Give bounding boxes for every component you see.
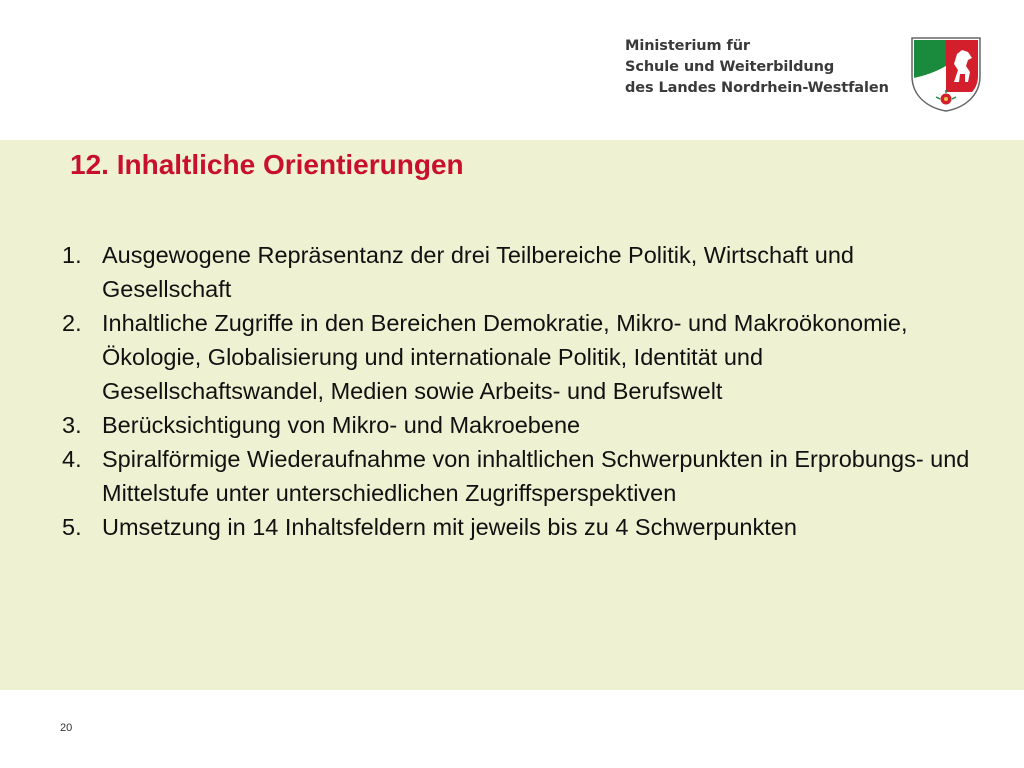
page-number: 20 [60, 722, 73, 734]
ministry-line: Schule und Weiterbildung [625, 59, 835, 75]
slide-header [0, 0, 1024, 140]
topic-list [62, 238, 972, 544]
nrw-coat-of-arms-icon [910, 36, 982, 112]
ministry-line: Ministerium für [625, 38, 750, 54]
list-item-number: 5. [62, 514, 82, 540]
list-item-number: 2. [62, 310, 82, 336]
list-item-text: Berücksichtigung von Mikro- und Makroebene [102, 412, 581, 438]
list-item-text: Inhaltliche Zugriffe in den Bereichen Demokratie, Mikro- und Makroökonomie, Ökologie, Globalisierung und internationale Politik, Identität und Gesellschaftswandel, Medien sowie Arbeits- und Berufswelt [102, 310, 908, 404]
list-item-text: Ausgewogene Repräsentanz der drei Teilbereiche Politik, Wirtschaft und Gesellschaft [102, 242, 854, 302]
list-item-text: Umsetzung in 14 Inhaltsfeldern mit jeweils bis zu 4 Schwerpunkten [102, 514, 797, 540]
slide-title: 12. Inhaltliche Orientierungen [70, 149, 464, 180]
list-item [62, 238, 972, 306]
ministry-line: des Landes Nordrhein-Westfalen [625, 80, 889, 96]
list-item-number: 3. [62, 412, 82, 438]
list-item [62, 442, 972, 510]
ministry-name [625, 36, 895, 99]
list-item [62, 408, 972, 442]
list-item [62, 510, 972, 544]
list-item-text: Spiralförmige Wiederaufnahme von inhaltlichen Schwerpunkten in Erprobungs- und Mittelstufe unter unterschiedlichen Zugriffsperspektiven [102, 446, 970, 506]
list-item-number: 4. [62, 446, 82, 472]
list-item [62, 306, 972, 408]
list-item-number: 1. [62, 242, 82, 268]
